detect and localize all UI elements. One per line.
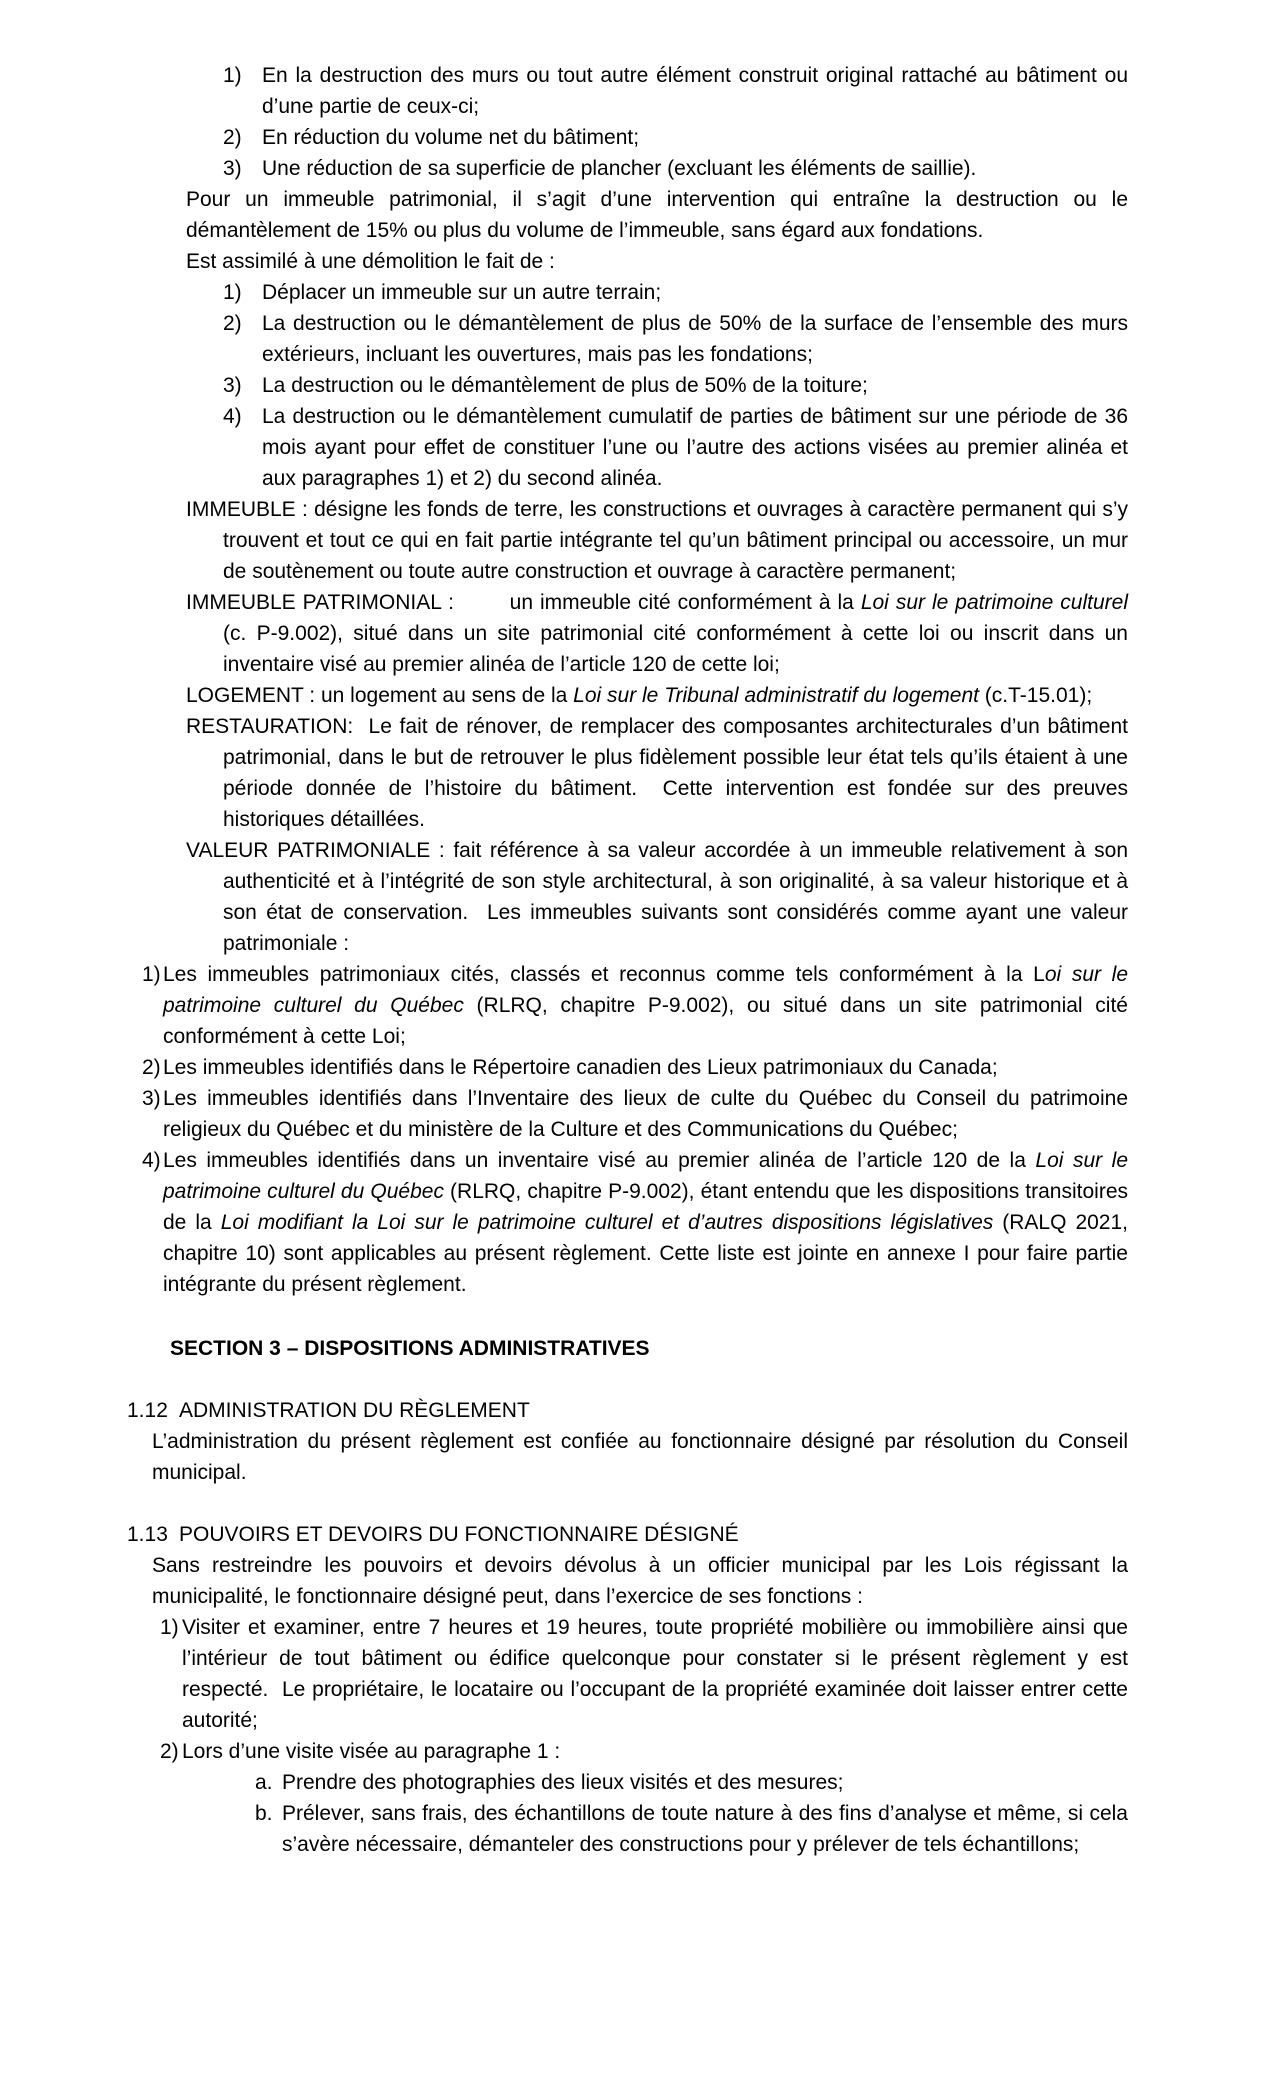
list-item <box>255 1767 1128 1798</box>
text-segment: Les immeubles patrimoniaux cités, classés et reconnus comme tels conformément à la L <box>163 963 1045 986</box>
list-item <box>223 153 1128 184</box>
definition-item <box>186 711 1128 835</box>
list-item <box>142 959 1128 1052</box>
list-marker: 2) <box>160 1740 179 1763</box>
definition-item <box>186 680 1128 711</box>
text-segment: IMMEUBLE PATRIMONIAL : un immeuble cité conformément à la <box>186 591 861 614</box>
text-segment: ADMINISTRATION DU RÈGLEMENT <box>179 1399 530 1422</box>
text-segment: En la destruction des murs ou tout autre élément construit original rattaché au bâtiment ou d’une partie de ceux-ci; <box>262 64 1128 118</box>
text-segment: (RALQ 2021, chapitre 10) sont applicables au présent règlement. Cette liste est jointe en annexe I pour faire partie intégrante du présent règlement. <box>163 1211 1128 1296</box>
text-segment: La destruction ou le démantèlement de plus de 50% de la surface de l’ensemble des murs extérieurs, incluant les ouvertures, mais pas les fondations; <box>262 312 1128 366</box>
list-item <box>223 308 1128 370</box>
text-segment: Sans restreindre les pouvoirs et devoirs dévolus à un officier municipal par les Lois régissant la municipalité, le fonctionnaire désigné peut, dans l’exercice de ses fonctions : <box>152 1554 1128 1608</box>
list-item <box>160 1736 1128 1767</box>
text-segment: Pour un immeuble patrimonial, il s’agit d’une intervention qui entraîne la destruction ou le démantèlement de 15% ou plus du volume de l’immeuble, sans égard aux fondations. <box>186 188 1128 242</box>
list-marker: 3) <box>142 1087 161 1110</box>
list-marker: 2) <box>142 1056 161 1079</box>
section-heading <box>170 1333 1128 1364</box>
list-marker: 3) <box>223 157 242 180</box>
text-segment: (c. P-9.002), situé dans un site patrimonial cité conformément à cette loi ou inscrit dans un inventaire visé au premier alinéa de l’article 120 de cette loi; <box>223 622 1128 676</box>
list-item <box>223 277 1128 308</box>
list-marker: a. <box>255 1771 273 1794</box>
list-marker: 4) <box>142 1149 161 1172</box>
italic-text: Loi modifiant la Loi sur le patrimoine culturel et d’autres dispositions législatives <box>220 1211 994 1234</box>
list-marker: 1) <box>160 1616 179 1639</box>
italic-text: Loi sur le patrimoine culturel <box>860 591 1128 614</box>
text-segment: IMMEUBLE : désigne les fonds de terre, les constructions et ouvrages à caractère permanent qui s’y trouvent et tout ce qui en fait partie intégrante tel qu’un bâtiment principal ou accessoire, un mur de soutènement ou toute autre construction et ouvrage à caractère permanent; <box>186 498 1128 583</box>
text-segment: (RLRQ, chapitre P-9.002), ou situé dans un site patrimonial cité conformément à cette Loi; <box>163 994 1128 1048</box>
paragraph <box>186 246 1128 277</box>
article-number: 1.13 <box>127 1523 168 1546</box>
italic-text: oi sur le patrimoine culturel du Québec <box>163 963 1128 1017</box>
article-heading <box>127 1519 1128 1550</box>
paragraph <box>152 1426 1128 1488</box>
list-marker: b. <box>255 1802 273 1825</box>
text-segment: SECTION 3 – DISPOSITIONS ADMINISTRATIVES <box>170 1337 650 1360</box>
list-marker: 1) <box>142 963 161 986</box>
list-item <box>223 60 1128 122</box>
list-item <box>223 122 1128 153</box>
list-item <box>223 370 1128 401</box>
list-item <box>142 1052 1128 1083</box>
text-segment: Visiter et examiner, entre 7 heures et 19 heures, toute propriété mobilière ou immobilière ainsi que l’intérieur de tout bâtiment ou édifice quelconque pour constater si le présent règlement y est respecté. Le propriétaire, le locataire ou l’occupant de la propriété examinée doit laisser entrer cette autorité; <box>182 1616 1128 1732</box>
list-marker: 4) <box>223 405 242 428</box>
document-body <box>0 60 1275 1860</box>
text-segment: (c.T-15.01); <box>978 684 1093 707</box>
definition-item <box>186 587 1128 680</box>
text-segment: Prélever, sans frais, des échantillons de toute nature à des fins d’analyse et même, si cela s’avère nécessaire, démanteler des constructions pour y prélever de tels échantillons; <box>282 1802 1128 1856</box>
list-marker: 2) <box>223 126 242 149</box>
text-segment: L’administration du présent règlement est confiée au fonctionnaire désigné par résolution du Conseil municipal. <box>152 1430 1128 1484</box>
text-segment: Est assimilé à une démolition le fait de : <box>186 250 555 273</box>
italic-text: Loi sur le patrimoine culturel du Québec <box>163 1149 1129 1203</box>
text-segment: Les immeubles identifiés dans le Répertoire canadien des Lieux patrimoniaux du Canada; <box>163 1056 998 1079</box>
text-segment: VALEUR PATRIMONIALE : fait référence à sa valeur accordée à un immeuble relativement à son authenticité et à l’intégrité de son style architectural, à son originalité, à sa valeur historique et à son état de conservation. Les immeubles suivants sont considérés comme ayant une valeur patrimoniale : <box>186 839 1128 955</box>
list-item <box>142 1083 1128 1145</box>
text-segment: La destruction ou le démantèlement cumulatif de parties de bâtiment sur une période de 36 mois ayant pour effet de constituer l’une ou l’autre des actions visées au premier alinéa et aux paragraphes 1) et 2) du second alinéa. <box>262 405 1128 490</box>
article-heading <box>127 1395 1128 1426</box>
text-segment: Une réduction de sa superficie de plancher (excluant les éléments de saillie). <box>262 157 977 180</box>
text-segment: Les immeubles identifiés dans l’Inventaire des lieux de culte du Québec du Conseil du patrimoine religieux du Québec et du ministère de la Culture et des Communications du Québec; <box>163 1087 1128 1141</box>
text-segment: Lors d’une visite visée au paragraphe 1 : <box>182 1740 561 1763</box>
text-segment: (RLRQ, chapitre P-9.002), étant entendu que les dispositions transitoires de la <box>163 1180 1128 1234</box>
text-segment: RESTAURATION: Le fait de rénover, de remplacer des composantes architecturales d’un bâtiment patrimonial, dans le but de retrouver le plus fidèlement possible leur état tels qu’ils étaient à une période donnée de l’histoire du bâtiment. Cette intervention est fondée sur des preuves historiques détaillées. <box>186 715 1128 831</box>
text-segment: En réduction du volume net du bâtiment; <box>262 126 640 149</box>
definition-item <box>186 835 1128 959</box>
list-marker: 1) <box>223 64 242 87</box>
list-item <box>160 1612 1128 1736</box>
paragraph <box>186 184 1128 246</box>
italic-text: Loi sur le Tribunal administratif du logement <box>573 684 979 707</box>
text-segment: Déplacer un immeuble sur un autre terrain; <box>262 281 662 304</box>
definition-item <box>186 494 1128 587</box>
text-segment: LOGEMENT : un logement au sens de la <box>186 684 574 707</box>
text-segment: La destruction ou le démantèlement de plus de 50% de la toiture; <box>262 374 868 397</box>
article-number: 1.12 <box>127 1399 168 1422</box>
list-marker: 2) <box>223 312 242 335</box>
paragraph <box>152 1550 1128 1612</box>
list-marker: 3) <box>223 374 242 397</box>
list-item <box>255 1798 1128 1860</box>
list-item <box>142 1145 1128 1300</box>
text-segment: Les immeubles identifiés dans un inventaire visé au premier alinéa de l’article 120 de la <box>163 1149 1036 1172</box>
list-item <box>223 401 1128 494</box>
list-marker: 1) <box>223 281 242 304</box>
text-segment: Prendre des photographies des lieux visités et des mesures; <box>282 1771 844 1794</box>
text-segment: POUVOIRS ET DEVOIRS DU FONCTIONNAIRE DÉSIGNÉ <box>179 1523 739 1546</box>
